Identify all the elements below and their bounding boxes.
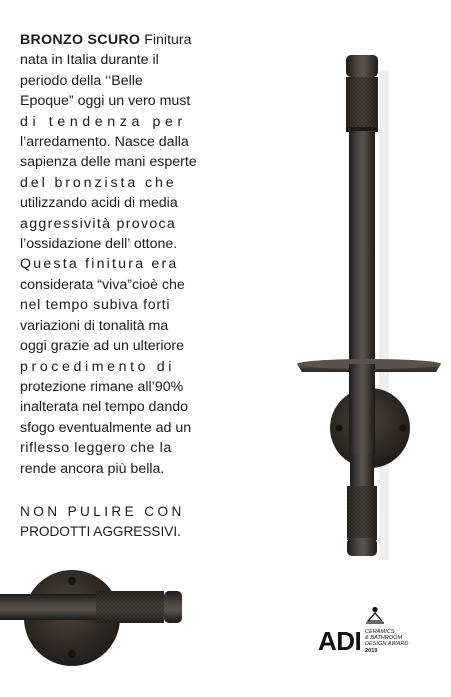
description-line: sapienza delle mani esperte — [20, 154, 197, 171]
award-year: 2019 — [365, 647, 378, 654]
description-line: nel tempo subiva forti — [20, 297, 171, 314]
warning-line-1: NON PULIRE CON — [20, 504, 185, 519]
award-line-1: CERAMICS — [365, 629, 395, 635]
finish-description — [20, 30, 220, 479]
care-warning — [20, 502, 200, 542]
description-line: nata in Italia durante il — [20, 52, 159, 69]
description-line: periodo della ‘‘Belle — [20, 72, 143, 89]
description-line: aggressività provoca — [20, 215, 177, 232]
horizontal-detail — [0, 570, 182, 666]
description-line: Epoque” oggi un vero must — [20, 93, 191, 110]
description-line: inalterata nel tempo dando — [20, 399, 189, 416]
description-line-0 — [20, 30, 220, 50]
description-line: l’arredamento. Nasce dalla — [20, 134, 189, 151]
description-line: Questa finitura era — [20, 256, 179, 273]
award-caption — [365, 629, 435, 654]
vertical-holder — [297, 55, 441, 560]
description-line: del bronzista che — [20, 174, 177, 191]
warning-line-2: PRODOTTI AGGRESSIVI. — [20, 524, 181, 539]
top-cap — [346, 55, 378, 77]
description-line: utilizzando acidi di media — [20, 195, 178, 212]
description-line: sfogo eventualmente ad un — [20, 419, 192, 436]
detail-rod — [0, 594, 96, 620]
description-line: procedimento di — [20, 358, 175, 375]
description-line: oggi grazie ad un ulteriore — [20, 338, 185, 355]
award-line-2: & BATHROOM — [365, 635, 403, 642]
description-line: protezione rimane all’90% — [20, 378, 184, 395]
description-line: di tendenza per — [20, 113, 187, 130]
description-first-word: Finitura — [144, 32, 192, 48]
bottom-cap — [347, 538, 377, 556]
description-line: considerata “viva”cioè che — [20, 276, 185, 293]
description-line: l’ossidazione dell’ ottone. — [20, 236, 178, 253]
adi-award-logo — [318, 604, 428, 656]
finish-title: BRONZO SCURO — [20, 32, 141, 48]
description-line: variazioni di tonalità ma — [20, 317, 169, 334]
award-line-3: DESIGN AWARD — [365, 641, 409, 648]
description-line: rende ancora più bella. — [20, 460, 165, 477]
main-tube — [349, 131, 375, 361]
adi-letters: ADI — [318, 626, 362, 656]
description-line: riflesso leggero che la — [20, 440, 172, 457]
